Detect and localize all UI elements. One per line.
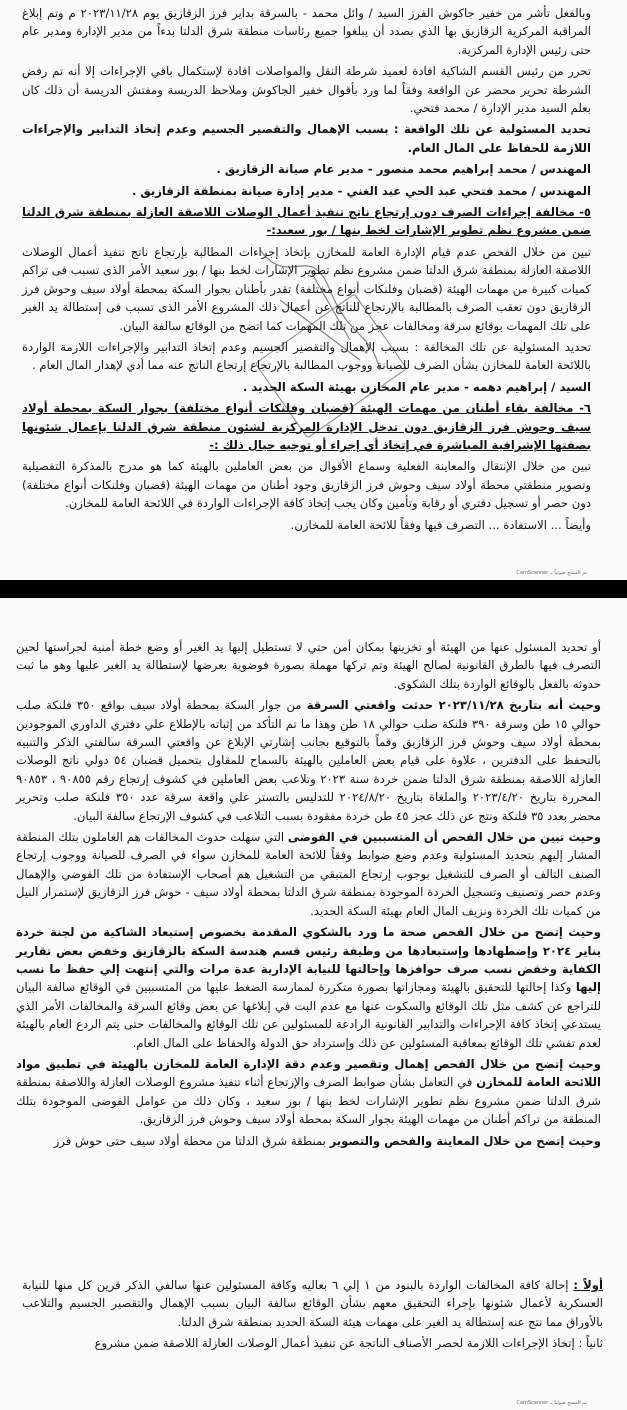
paragraph — [22, 1276, 603, 1331]
document-page-1 — [0, 0, 627, 580]
bullet-lead: وحيث إتضح من خلال الفحص صحة ما ورد بالشكوي المقدمة بخصوص إستبعاد الشاكية من لجنة خردة يناير ٢٠٢٤ وإضطهادها وإستبعادها من وظيفة رئيس قسم هندسة السكة بالزقازيق وخفض بعض تقارير الكفاية وخفض نسب صرف حوافزها وإحالتها للنيابة الإدارية عدة مرات والتي إنتهت إلي حفظ ما نسب إليها — [16, 925, 601, 995]
item-5-responsibility: تحديد المسئولية عن تلك المخالفة : بسبب الإهمال والتقصير الجسيم وعدم إتخاذ التدابير والإجراءات اللازمة الواردة باللائحة العامة للمخازن بشأن الصرف للصيانة ووجوب المطالبة بالإرتجاع إرتجاع الناتج عنه مما أدي لإهدار المال العام . — [22, 339, 591, 373]
paragraph: ثانياً : إتخاذ الإجراءات اللازمة لحصر الأصناف الناتجة عن تنفيذ أعمال الوصلات العازلة اللاصقة ضمن مشروع — [94, 1336, 603, 1351]
paragraph — [16, 828, 601, 920]
bullet-lead: وحيث تبين من خلال الفحص أن المتسببين في الفوضى — [287, 830, 602, 845]
paragraph — [16, 1055, 601, 1129]
item-6-tail: وأيضاً ... الاستفادة ... التصرف فيها وفقاً للائحة العامة للمخازن. — [290, 517, 591, 532]
paragraph — [16, 696, 601, 825]
scanner-footer: CamScanner تم المسح ضوئياً بـ — [516, 1400, 587, 1406]
paragraph — [16, 923, 601, 1052]
clause-body: إحالة كافة المخالفات الواردة بالبنود من ١ إلي ٦ بعاليه وكافة المسئولين عنها سالفي الذكر قرين كل منها للنيابة العسكرية لأعمال شئونها بإجراء التحقيق معهم بشأن الوقائع سالفة البيان بسبب الإهمال والتقصير الجسيم والتلاعب بالأوراق مما نتج عنه إستطالة يد الغير على مهمات هيئة السكة الحديد بمنطقة شرق الدلتا. — [22, 1278, 603, 1329]
item-5-body: تبين من خلال الفحص عدم قيام الإدارة العامة للمخازن بإتخاذ إجراءات المطالبة بإرتجاع ناتج تنفيذ أعمال الوصلات اللاصقة العازلة بمنطقة شرق الدلتا ضمن مشروع نظم تطوير الإشارات لخط بنها / بور سعيد الأمر الذى تسبب فى تراكم كميات كبيرة من مهمات الهيئة (قضبان وفلنكات أنواع مختلفة) تقدر بأطنان بجوار السكة بمحطة أولاد سيف وحوش فرز الزقازيق دون تعقب الصرف بالمطالبة بالإرتجاع للناتج عن أعمال ذلك المشروع الأمر الذى تسبب فى إستطالة يد الغير على تلك المهمات بوقائع سرقة ومخالفات عجز من تلك المهمات كما اتضح من الوقائع سالفة البيان. — [22, 244, 591, 333]
clause-lead: أولاً : — [573, 1278, 603, 1292]
paragraph — [16, 1132, 601, 1150]
item-6-title: ٦- مخالفة بقاء أطنان من مهمات الهيئة (قضبان وفلنكات أنواع مختلفة) بجوار السكة بمحطة أولاد سيف وحوش فرز الزقازيق دون تدخل الإدارة المركزية لشئون منطقة شرق الدلتا بإعمال شئونها بصفتها الإشرافية المباشرة في إتخاذ أي إجراء أو توجيه حيال ذلك :- — [22, 401, 591, 452]
scanner-footer: CamScanner تم المسح ضوئياً بـ — [516, 570, 587, 576]
bullet-lead: وحيث أنه بتاريخ ٢٠٢٣/١١/٢٨ حدثت واقعتي السرقة — [306, 698, 602, 713]
bullet-lead: وحيث إتضح من خلال المعاينة والفحص والتصوير — [329, 1133, 601, 1148]
bullet-body: في التعامل بشأن ضوابط الصرف والإرتجاع أثناء تنفيذ مشروع الوصلات العازلة واللاصقة بمنطقة شرق الدلتا ضمن مشروع نظم تطوير الإشارات لخط بنها / بور سعيد ، وكان ذلك من عوامل الفوضى الموجودة بتلك المنطقة من تراكم أطنان من مهمات الهيئة بجوار السكة بمحطة أولاد سيف وحوش فرز الزقازيق. — [16, 1075, 601, 1127]
bullet-body: من جوار السكة بمحطة أولاد سيف بواقع ٣٥٠ فلنكة صلب حوالي ١٥ طن وسرقة ٣٩٠ فلنكة صلب حوالي ١٨ طن وهذا ما تم التأكد من إثباته بالإطلاع علي دفتري الداوري الموجودين بمحطة أولاد سيف وحوش فرز الزقازيق وقماً بالتوقيع بجانب إشارتي الإبلاغ عن واقعتي السرقة سالفتي الذكر والتنبيه بالتحفظ على الدفترين ، علاوة على قيام بعض العاملين بالهيئة بالسماح للمقاول بتحميل قضبان ٥٤ دولي ناتج الوصلات العازلة اللاصقة بمنطقة شرق الدلتا ضمن خردة سنة ٢٠٢٣ وتلاعب بعض العاملين في كشوف إرتجاع رقم ٩٠٨٥٥ ، ٩٠٨٥٣ المحررة بتاريخ ٢٠٢٣/٤/٢٠ والملغاة بتاريخ ٢٠٢٤/٨/٢٠ للتدليس بالتستر علي واقعة سرقة عدد ٣٥٠ فلنكة صلب وتحرير محضر بعدد ٣٥ فلنكة ونتج عن ذلك عجز ٤٥ طن خردة مفقودة بسبب التلاعب في كشوف الإرتجاع سالفة البيان. — [16, 698, 602, 823]
bullet-body: بمنطقة شرق الدلتا من محطة أولاد سيف حتى حوش فرز — [53, 1133, 330, 1148]
page3-body — [22, 1276, 603, 1353]
bullet-body: التي سهلت حدوث المخالفات هم العاملون بتلك المنطقة المشار إليهم بتحديد المسئولية وعدم وضع ضوابط وفقاً للائحة العامة للمخازن سواء في الصرف للصيانة ووجوب إرتجاع الصنف التالف أو الصرف للتشغيل بوجوب إرتجاع المتبقي من التشغيل هم أصحاب الإستفادة من تلك الفوضي والإهمال وعدم حصر وتصنيف وتسجيل الخردة الموجودة بمنطقة شرق الدلتا بمحطة أولاد سيف - حوش فرز الزقازيق لإستمرار النيل من كميات تلك الخردة ونزيف المال العام بهيئة السكة الحديد. — [16, 830, 601, 918]
item-5-title: ٥- مخالفة إجراءات الصرف دون إرتجاع ناتج تنفيذ أعمال الوصلات اللاصقة العازلة بمنطقة شرق الدلتا ضمن مشروع نظم تطوير الإشارات لخط بنها / بور سعيد:- — [22, 205, 591, 238]
responsible-name: المهندس / محمد إبراهيم محمد منصور - مدير عام صيانة الزقازيق . — [216, 162, 591, 177]
bullet-lead: وحيث إتضح من خلال الفحص إهمال وتقصير وعدم دقة الإدارة العامة للمخازن بالهيئة في تطبيق مواد اللائحة العامة للمخازن — [16, 1056, 602, 1090]
paragraph: وبالفعل تأشر من خفير جاكوش الفرز السيد / وائل محمد - بالسرقة بداير فرز الزقازيق يوم ٢٠٢٣/١١/٢٨ م وتم إبلاغ المراقبة المركزية الزقازيق بها الذي بصدد أن يبلغوا جميع رئاسات منطقة شرق الدلتا بدءاً من مدير الإدارة ومدير عام حتى رئيس الإدارة المركزية. — [22, 6, 591, 57]
bullet-body: وكذا إحالتها للتحقيق بالهيئة ومجازاتها بصورة متكررة لممارسة الضغط عليها من المتسببين في الوقائع سالفة البيان للتراجع عن كشف مثل تلك الوقائع والسكوت عنها مع عدم البت في إبلاغها عن بعض وقائع السرقة والمخالفات الأمر الذي يستدعي إتخاذ كافة الإجراءات والتدابير القانونية الرادعة للمسئولين عن تلك الوقائع والمخالفات حتى يتم الردع العام بالهيئة لعدم تفشي تلك الوقائع بمعاقبة المسئولين عن ذلك وإسترداد حق الدولة والحفاظ على المال العام. — [16, 980, 601, 1050]
paragraph: أو تحديد المسئول عنها من الهيئة أو تخزينها بمكان أمن حتي لا تستطيل إليها يد الغير أو وضع خطة أمنية لحراستها لحين التصرف فيها بالطرق القانونية لصالح الهيئة وتم تركها مهملة بصورة فوضوية بعرضها لإستطالة يد الغير عليها وهو ما ثبت حدوثه بالفعل بالوقائع الواردة بتلك الشكوى. — [16, 640, 601, 691]
document-page-3 — [0, 1240, 627, 1400]
responsible-name: السيد / إبراهيم دهمه - مدير عام المخازن بهيئة السكة الحديد . — [243, 379, 591, 394]
paragraph: تحرر من رئيس القسم الشاكية افادة لعميد شرطة النقل والمواصلات افادة لإستكمال باقي الإجراءات إلا أنه تم رفض الشرطة تحرير محضر عن الواقعة وفقاً لما ورد بأقوال خفير الجاكوش وملاحظ الدريسة ومفتش الدريسة أن ذلك كان بعلم السيد مدير الإدارة / محمد فتحي. — [22, 64, 591, 116]
page2-body — [16, 638, 601, 1150]
responsibility-heading: تحديد المسئولية عن تلك الواقعة : بسبب الإهمال والتقصير الجسيم وعدم إتخاذ التدابير والإجراءات اللازمة للحفاظ على المال العام. — [22, 122, 591, 155]
responsible-name: المهندس / محمد فتحي عبد الحي عبد الغني - مدير إدارة صيانة بمنطقة الزقازيق . — [131, 183, 591, 198]
item-6-body: تبين من خلال الإنتقال والمعاينة الفعلية وسماع الأقوال من بعض العاملين بالهيئة كما هو مدرج بالمذكرة التفصيلية وتصوير منطقتي محطة أولاد سيف وحوش فرز الزقازيق وجود أطنان من مهمات الهيئة (قضبان وفلنكات أنواع مختلفة) دون حصر أو تسجيل دفتري أو رقابة وتأمين وكان يجب إتخاذ كافة الإجراءات الواردة في اللائحة العامة للمخازن. — [22, 459, 591, 511]
